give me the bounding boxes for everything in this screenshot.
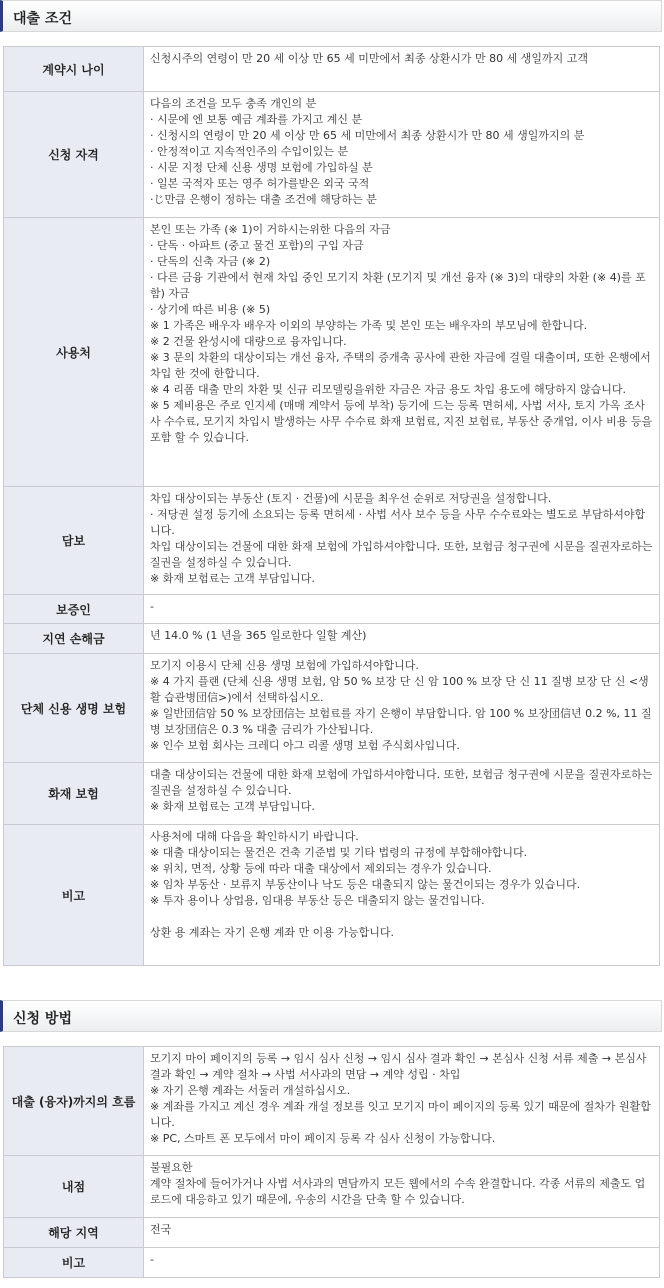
table-row xyxy=(4,47,660,92)
value-line: 모기지 마이 페이지의 등록 → 임시 심사 신청 → 임시 심사 결과 확인 → 본심사 신청 서류 제출 → 본심사 결과 확인 → 계약 절차 → 사법 서사과의 면담 → 계약 성립 · 차입 xyxy=(150,1052,650,1081)
value-line: · 단독 · 아파트 (중고 물건 포함)의 구입 자금 xyxy=(150,239,364,252)
row-label: 단체 신용 생명 보험 xyxy=(4,654,144,763)
row-value xyxy=(144,487,660,595)
section-header-loan-conditions xyxy=(0,0,662,32)
value-line: · 안정적이고 지속적인주의 수입이있는 분 xyxy=(150,145,349,158)
value-line: 신청시주의 연령이 만 20 세 이상 만 65 세 미만에서 최종 상환시가 만 80 세 생일까지 고객 xyxy=(150,52,588,65)
value-line: - xyxy=(150,1253,154,1266)
value-line: 차입 대상이되는 부동산 (토지 · 건물)에 시문을 최우선 순위로 저당권을 설정합니다. xyxy=(150,492,552,505)
value-line xyxy=(150,909,653,925)
row-label: 화재 보험 xyxy=(4,763,144,825)
row-value xyxy=(144,595,660,624)
section-title: 대출 조건 xyxy=(13,11,72,27)
row-label: 계약시 나이 xyxy=(4,47,144,92)
table-row xyxy=(4,1047,660,1156)
table-row xyxy=(4,1248,660,1278)
value-line: 상환 용 계좌는 자기 은행 계좌 만 이용 가능합니다. xyxy=(150,926,394,939)
row-value xyxy=(144,1156,660,1218)
value-line: ※ 화재 보험료는 고객 부담입니다. xyxy=(150,572,315,585)
table-row xyxy=(4,1218,660,1248)
value-line: 사용처에 대해 다음을 확인하시기 바랍니다. xyxy=(150,830,359,843)
row-label: 담보 xyxy=(4,487,144,595)
section-header-application-method xyxy=(0,1000,662,1032)
row-label: 지연 손해금 xyxy=(4,624,144,654)
table-row xyxy=(4,624,660,654)
row-value xyxy=(144,763,660,825)
table-row xyxy=(4,595,660,624)
value-line: · 다른 금융 기관에서 현재 차입 중인 모기지 차환 (모기지 및 개선 융자 (※ 3)의 대량의 차환 (※ 4)를 포함) 자금 xyxy=(150,271,646,300)
value-line: 모기지 이용시 단체 신용 생명 보험에 가입하셔야합니다. xyxy=(150,659,419,672)
loan-conditions-table xyxy=(3,46,660,966)
table-row xyxy=(4,487,660,595)
table-row xyxy=(4,763,660,825)
table-row xyxy=(4,825,660,966)
row-label: 비고 xyxy=(4,1248,144,1278)
value-line: ※ 임차 부동산 · 보류지 부동산이나 낙도 등은 대출되지 않는 물건이되는 경우가 있습니다. xyxy=(150,878,581,891)
row-value xyxy=(144,1047,660,1156)
row-value xyxy=(144,1248,660,1278)
value-line: ※ 인수 보험 회사는 크레디 아그 리콜 생명 보험 주식회사입니다. xyxy=(150,739,460,752)
value-line: ※ 5 제비용은 주로 인지세 (매매 계약서 등에 부착) 등기에 드는 등록 면허세, 사법 서사, 토지 가옥 조사 사 수수료, 모기지 차입시 발생하는 사무 수수료 화재 보험료, 지진 보험료, 부동산 중개업, 이사 비용 등을 포함 할 수 있습니다. xyxy=(150,399,656,444)
value-line: 본인 또는 가족 (※ 1)이 거하시는위한 다음의 자금 xyxy=(150,223,391,236)
row-value xyxy=(144,825,660,966)
value-line: ※ 4 가지 플랜 (단체 신용 생명 보험, 암 50 % 보장 단 신 암 100 % 보장 단 신 11 질병 보장 단 신 <생활 습관병団信>)에서 선택하십시오. xyxy=(150,675,649,704)
row-label: 사용처 xyxy=(4,218,144,487)
application-method-table xyxy=(3,1046,660,1278)
row-value xyxy=(144,654,660,763)
value-line: ※ 화재 보험료는 고객 부담입니다. xyxy=(150,800,315,813)
value-line: ※ 계좌를 가지고 계신 경우 계좌 개설 정보를 잇고 모기지 마이 페이지의 등록 있기 때문에 절차가 원활합니다. xyxy=(150,1100,651,1129)
value-line: - xyxy=(150,600,154,613)
section-title: 신청 방법 xyxy=(13,1011,72,1027)
value-line: ※ PC, 스마트 폰 모두에서 마이 페이지 등록 각 심사 신청이 가능합니다. xyxy=(150,1132,496,1145)
table-row xyxy=(4,654,660,763)
row-label: 신청 자격 xyxy=(4,92,144,218)
row-label: 대출 (융자)까지의 흐름 xyxy=(4,1047,144,1156)
row-label: 보증인 xyxy=(4,595,144,624)
value-line: ※ 일반団信암 50 % 보장団信는 보험료를 자기 은행이 부담합니다. 암 100 % 보장団信년 0.2 %, 11 질병 보장団信은 0.3 % 대출 금리가 가산됩니다. xyxy=(150,707,652,736)
value-line: ※ 투자 용이나 상업용, 임대용 부동산 등은 대출되지 않는 물건입니다. xyxy=(150,894,485,907)
table-row xyxy=(4,218,660,487)
value-line: · 상기에 따른 비용 (※ 5) xyxy=(150,303,271,316)
value-line: ※ 1 가족은 배우자 배우자 이외의 부양하는 가족 및 본인 또는 배우자의 부모님에 한합니다. xyxy=(150,319,588,332)
row-value xyxy=(144,1218,660,1248)
value-line: 전국 xyxy=(150,1223,172,1236)
value-line: ※ 위치, 면적, 상황 등에 따라 대출 대상에서 제외되는 경우가 있습니다. xyxy=(150,862,492,875)
value-line: · 일본 국적자 또는 영주 허가를받은 외국 국적 xyxy=(150,177,370,190)
value-line: ·じ만큼 은행이 정하는 대출 조건에 해당하는 분 xyxy=(150,193,377,206)
row-value xyxy=(144,47,660,92)
row-value xyxy=(144,624,660,654)
table-row xyxy=(4,1156,660,1218)
value-line: · 시문에 엔 보통 예금 계좌를 가지고 계신 분 xyxy=(150,113,363,126)
value-line: ※ 2 건물 완성시에 대량으로 융자입니다. xyxy=(150,335,347,348)
value-line: ※ 대출 대상이되는 물건은 건축 기준법 및 기타 법령의 규정에 부합해야합니다. xyxy=(150,846,528,859)
value-line: · 신청시의 연령이 만 20 세 이상 만 65 세 미만에서 최종 상환시가 만 80 세 생일까지의 분 xyxy=(150,129,585,142)
value-line: 대출 대상이되는 건물에 대한 화재 보험에 가입하셔야합니다. 또한, 보험금 청구권에 시문을 질권자로하는 질권을 설정하실 수 있습니다. xyxy=(150,768,656,797)
row-label: 해당 지역 xyxy=(4,1218,144,1248)
value-line: ※ 자기 은행 계좌는 서둘러 개설하십시오. xyxy=(150,1084,351,1097)
value-line: 년 14.0 % (1 년을 365 일로한다 일할 계산) xyxy=(150,629,367,642)
value-line: ※ 4 리폼 대출 만의 차환 및 신규 리모델링을위한 자금은 자금 용도 차입 용도에 해당하지 않습니다. xyxy=(150,383,626,396)
value-line: ※ 3 문의 차환의 대상이되는 개선 융자, 주택의 증개축 공사에 관한 자금에 걸릴 대출이며, 또한 은행에서 차입 한 것에 한합니다. xyxy=(150,351,655,380)
row-value xyxy=(144,92,660,218)
value-line: 차입 대상이되는 건물에 대한 화재 보험에 가입하셔야합니다. 또한, 보험금 청구권에 시문을 질권자로하는 질권을 설정하실 수 있습니다. xyxy=(150,540,656,569)
row-label: 비고 xyxy=(4,825,144,966)
value-line: 계약 절차에 들어가거나 사법 서사과의 면담까지 모든 웹에서의 수속 완결합니다. 각종 서류의 제출도 업로드에 대응하고 있기 때문에, 우송의 시간을 단축 할 수 있습니다. xyxy=(150,1177,646,1206)
row-value xyxy=(144,218,660,487)
value-line: 불필요한 xyxy=(150,1161,193,1174)
value-line: · 단독의 신축 자금 (※ 2) xyxy=(150,255,271,268)
value-line: 다음의 조건을 모두 충족 개인의 분 xyxy=(150,97,317,110)
row-label: 내점 xyxy=(4,1156,144,1218)
value-line: · 시문 지정 단체 신용 생명 보험에 가입하실 분 xyxy=(150,161,373,174)
table-row xyxy=(4,92,660,218)
value-line: · 저당권 설정 등기에 소요되는 등록 면허세 · 사법 서사 보수 등을 사무 수수료와는 별도로 부담하셔야합니다. xyxy=(150,508,646,537)
